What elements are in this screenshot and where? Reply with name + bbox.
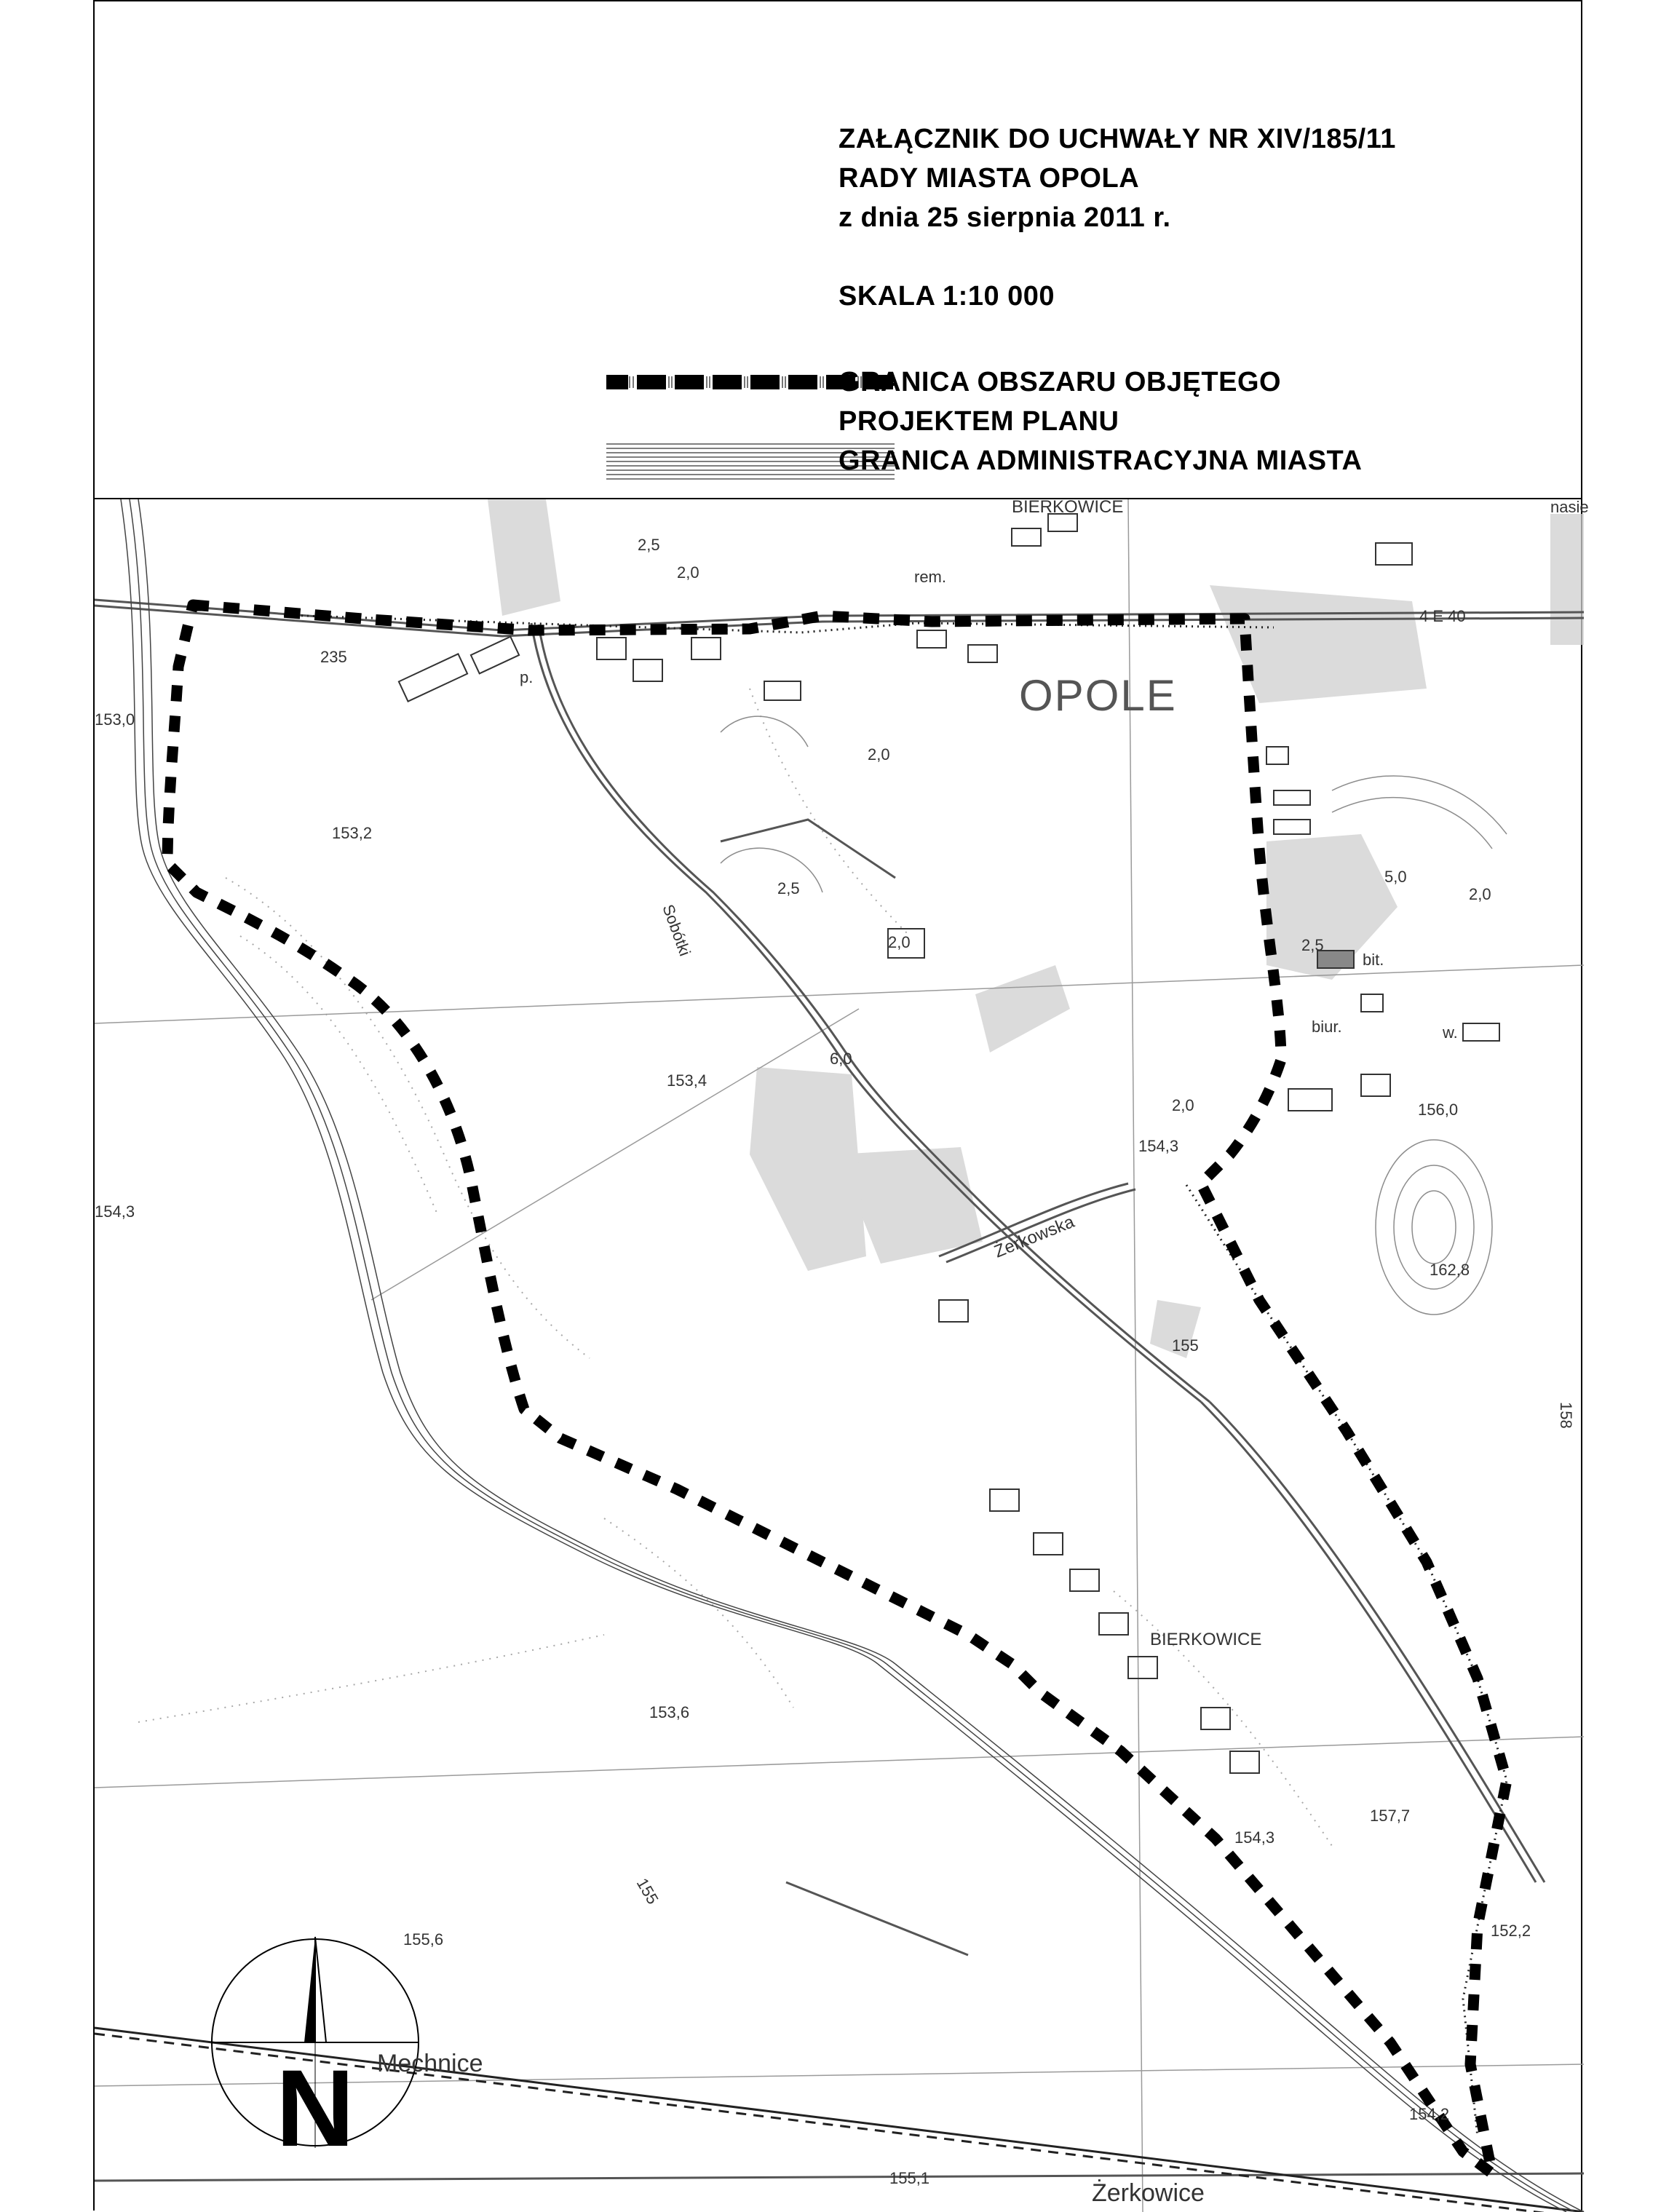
contour-2-0-a: 2,0 — [677, 563, 699, 582]
elevation-153-0: 153,0 — [95, 710, 135, 729]
city-label: OPOLE — [1019, 671, 1177, 720]
resolution-date: z dnia 25 sierpnia 2011 r. — [838, 202, 1171, 233]
north-arrow-letter: N — [275, 2047, 355, 2169]
legend-plan-boundary-label-2: PROJEKTEM PLANU — [838, 406, 1119, 437]
grid-lines — [95, 499, 1584, 2212]
label-p: p. — [520, 668, 534, 686]
contour-6-0: 6,0 — [830, 1050, 852, 1068]
elevation-152-2: 152,2 — [1491, 1922, 1531, 1940]
label-nasie: nasie — [1550, 498, 1589, 516]
map-scale: SKALA 1:10 000 — [838, 281, 1055, 312]
dotted-meadows — [138, 689, 1332, 1846]
contour-2-0-c: 2,0 — [888, 933, 911, 951]
elevation-157-7: 157,7 — [1370, 1807, 1411, 1825]
contour-2-0-d: 2,0 — [1172, 1096, 1194, 1114]
label-biur: biur. — [1312, 1018, 1342, 1036]
elevation-153-6: 153,6 — [649, 1703, 690, 1721]
street-sobotki: Sobótki — [659, 902, 694, 959]
elevation-155-1: 155,1 — [889, 2169, 930, 2187]
road-e40-label: 4 E 40 — [1419, 607, 1466, 625]
council-title: RADY MIASTA OPOLA — [838, 163, 1140, 194]
contour-2-0-e: 2,0 — [1469, 885, 1491, 903]
street-zerkowska: Żerkowska — [991, 1212, 1077, 1262]
elevation-155: 155 — [1172, 1336, 1199, 1355]
map-sheet — [93, 0, 1589, 2211]
river-lines — [121, 499, 1584, 2212]
legend-admin-boundary-label: GRANICA ADMINISTRACYJNA MIASTA — [838, 445, 1363, 476]
resolution-title: ZAŁĄCZNIK DO UCHWAŁY NR XIV/185/11 — [838, 124, 1396, 154]
elevation-155-6: 155,6 — [403, 1930, 444, 1949]
contour-2-5-c: 2,5 — [1301, 936, 1324, 954]
elevation-155-b: 155 — [633, 1875, 662, 1908]
elevation-153-2: 153,2 — [332, 824, 373, 842]
elevation-153-4: 153,4 — [667, 1071, 707, 1090]
contour-5-0: 5,0 — [1384, 868, 1407, 886]
contour-2-0-b: 2,0 — [868, 745, 890, 764]
label-rem: rem. — [914, 568, 946, 586]
elevation-156-0: 156,0 — [1418, 1101, 1459, 1119]
elevation-162-8: 162,8 — [1430, 1261, 1470, 1279]
buildings — [399, 514, 1499, 1773]
elevation-235: 235 — [320, 648, 347, 666]
legend-plan-boundary-label-1: GRANICA OBSZARU OBJĘTEGO — [838, 367, 1282, 397]
map-header — [95, 1, 1581, 499]
contour-2-5-a: 2,5 — [638, 536, 660, 554]
label-bit: bit. — [1363, 951, 1384, 969]
elevation-158: 158 — [1557, 1402, 1575, 1429]
village-mechnice: Mechnice — [377, 2050, 483, 2077]
label-w: w. — [1443, 1023, 1458, 1042]
map-labels — [95, 497, 1589, 2207]
village-bierkowice-top: BIERKOWICE — [1012, 497, 1124, 517]
elevation-154-3-junction: 154,3 — [1138, 1137, 1179, 1155]
elevation-154-3-river: 154,3 — [1234, 1828, 1275, 1847]
village-bierkowice: BIERKOWICE — [1150, 1630, 1262, 1649]
topographic-map — [95, 497, 1589, 2212]
village-zerkowice: Żerkowice — [1092, 2179, 1205, 2207]
elevation-154-2: 154,2 — [1409, 2105, 1450, 2123]
contour-2-5-b: 2,5 — [777, 879, 800, 897]
elevation-154-3-left: 154,3 — [95, 1202, 135, 1221]
